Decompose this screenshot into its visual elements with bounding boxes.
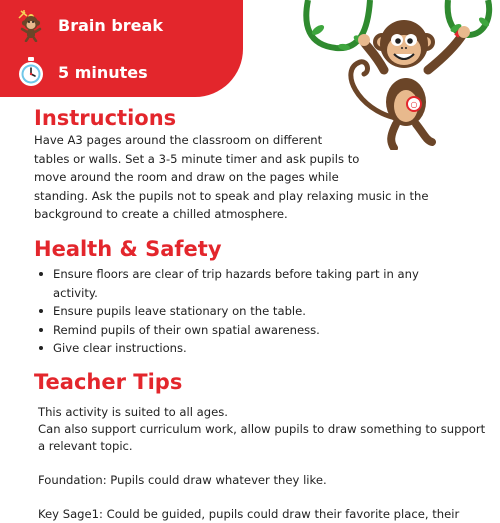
- health-safety-list: [36, 265, 419, 358]
- stopwatch-icon: [16, 55, 46, 89]
- teacher-tips-text: This activity is suited to all ages. Can also support curriculum work, allow pupils to draw something to support a relevant topic. Foundation: Pupils could draw whatever they like. Key Sage1: Could be guided, pupils could draw their favorite place, their: [38, 405, 486, 521]
- list-item: Ensure floors are clear of trip hazards before taking part in any activity.: [36, 265, 419, 302]
- foundation-tip: Foundation: Pupils could draw whatever they like.: [38, 473, 327, 487]
- list-item: Ensure pupils leave stationary on the table.: [36, 302, 419, 321]
- health-safety-heading: Health & Safety: [34, 237, 222, 261]
- list-item: Remind pupils of their own spatial awareness.: [36, 321, 419, 340]
- activity-banner: [0, 0, 243, 97]
- teacher-tips-heading: Teacher Tips: [34, 370, 183, 394]
- activity-type: Brain break: [58, 15, 163, 35]
- duration-row: [16, 55, 148, 89]
- instructions-heading: Instructions: [34, 106, 177, 130]
- monkey-icon: [16, 8, 46, 42]
- list-item: Give clear instructions.: [36, 339, 419, 358]
- svg-text:○: ○: [410, 100, 418, 109]
- duration: 5 minutes: [58, 62, 148, 82]
- monkey-mascot-illustration: [298, 0, 498, 150]
- activity-type-row: [16, 8, 163, 42]
- key-stage-1-tip: Key Sage1: Could be guided, pupils could draw their favorite place, their: [38, 507, 460, 521]
- instructions-text: Have A3 pages around the classroom on different tables or walls. Set a 3-5 minute timer and ask pupils to move around the room and draw on the pages while standing. Ask the pupils not to speak and play relaxing music in the background to create a chilled atmosphere.: [34, 133, 429, 221]
